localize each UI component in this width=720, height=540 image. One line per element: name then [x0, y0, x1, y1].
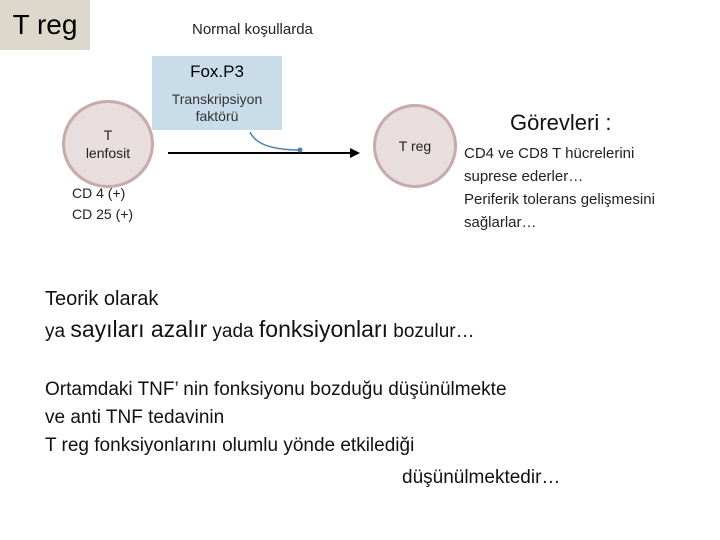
theory-part: ya — [45, 321, 71, 342]
foxp3-connector-line — [250, 132, 300, 150]
t-cell-label-line-2: lenfosit — [85, 145, 131, 161]
transcription-factor-line-2: faktörü — [195, 108, 239, 124]
cd4-marker: CD 4 (+) — [72, 185, 126, 201]
tnf-line: düşünülmektedir… — [402, 467, 561, 488]
functions-line: CD4 ve CD8 T hücrelerini — [464, 145, 635, 162]
cd25-marker: CD 25 (+) — [72, 206, 134, 222]
t-cell-label-line-1: T — [103, 127, 113, 143]
theory-statement — [45, 316, 475, 343]
subtitle: Normal koşullarda — [192, 21, 313, 38]
foxp3-label: Fox.P3 — [190, 62, 244, 81]
theory-part: yada — [207, 321, 259, 342]
tnf-line: T reg fonksiyonlarını olumlu yönde etkilediği — [45, 435, 415, 456]
theory-intro: Teorik olarak — [45, 288, 159, 310]
tnf-line: Ortamdaki TNF’ nin fonksiyonu bozduğu düşünülmekte — [45, 379, 507, 400]
slide-title — [0, 0, 90, 50]
transcription-factor-line-1: Transkripsiyon — [171, 91, 263, 107]
functions-title: Görevleri : — [510, 110, 612, 135]
theory-emphasis: fonksiyonları — [258, 316, 389, 342]
transcription-factor-label — [152, 91, 282, 125]
treg-cell-label: T reg — [398, 138, 432, 154]
theory-emphasis: sayıları azalır — [70, 316, 208, 342]
theory-part: bozulur… — [388, 321, 475, 342]
functions-line: Periferik tolerans gelişmesini — [464, 191, 655, 208]
treg-cell — [373, 104, 457, 188]
slide-title-text: T reg — [12, 9, 78, 40]
functions-line: suprese ederler… — [464, 168, 584, 185]
tnf-line: ve anti TNF tedavinin — [45, 407, 225, 428]
functions-line: sağlarlar… — [464, 214, 537, 231]
t-lymphocyte-cell — [62, 100, 154, 188]
